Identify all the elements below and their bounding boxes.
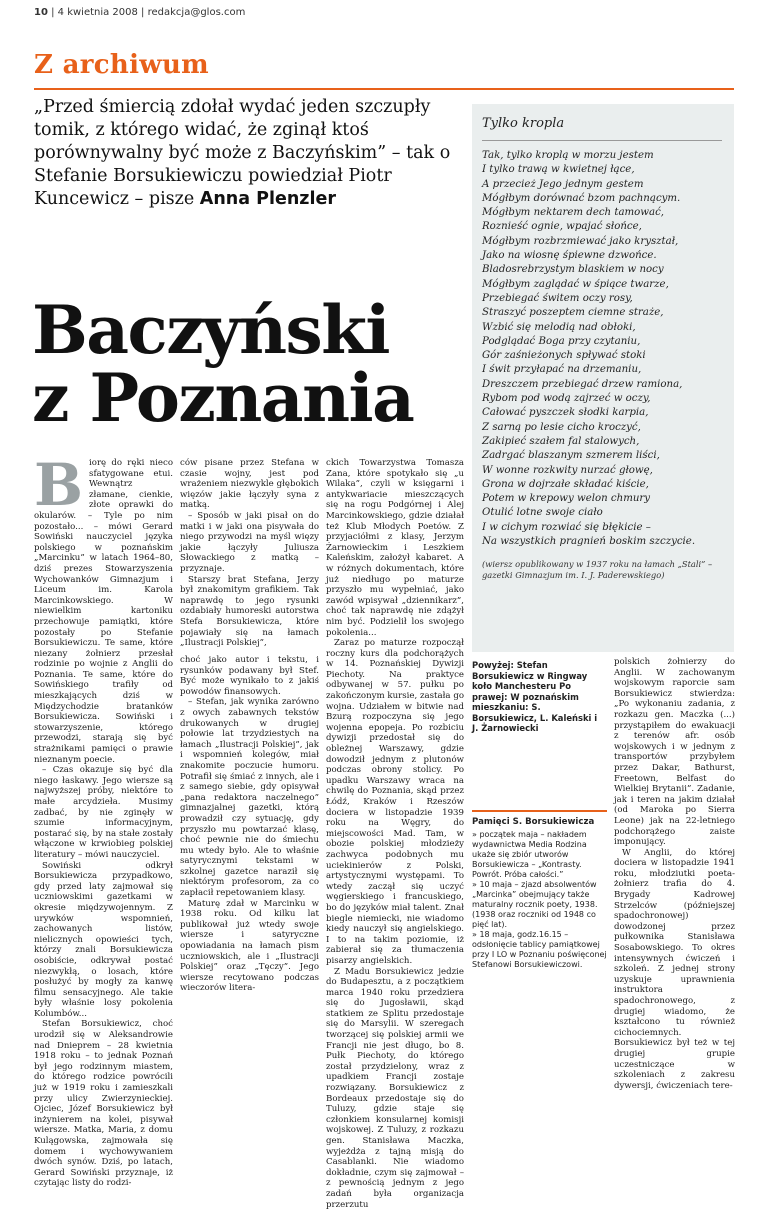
- poem-line: Zakipieć szałem fal stalowych,: [482, 435, 722, 449]
- article-paragraph: Zaraz po maturze rozpoczął roczny kurs dla podchorążych w 14. Poznańskiej Dywizji Piechoty. Na praktyce odbywanej w 57. pułku po zakończonym kursie, zastała go wojna. Udziałem w bitwie nad Bzurą rozpoczyna się jego wojenna epopeja. Po rozbiciu dywizji przedostał się do obleżnej Warszawy, gdzie dowodził jednym z plutonów podczas obrony stolicy. Po upadku Warszawy wraca na chwilę do Poznania, skąd przez Łódź, Kraków i Rzeszów dociera w listopadzie 1939 roku na Węgry, do miejscowości Mad. Tam, w obozie polskiej młodzieży zachwyca podobnych mu uciekinierów z Polski, artystycznymi występami. To wtedy zaczął się uczyć węgierskiego i francuskiego, bo do języków miał talent. Znał biegle niemiecki, nie wiadomo kiedy nauczył się angielskiego. I to na takim poziomie, iż zabierał się za tłumaczenia pisarzy angielskich.: [326, 638, 464, 966]
- poem-line: Jako na wiosnę śpiewne dzwońce.: [482, 249, 722, 263]
- headline-line-1: Baczyński: [32, 296, 413, 364]
- section-title: Z archiwum: [34, 50, 209, 80]
- poem-line: Straszyć poszeptem ciemne straże,: [482, 306, 722, 320]
- info-box-item: » 10 maja – zjazd absolwentów „Marcinka” obejmujący także maturalny rocznik poety, 1938. (1938 oraz roczniki od 1948 co pięć lat).: [472, 880, 607, 930]
- info-box: [472, 810, 607, 984]
- poem-line: Otulić lotne swoje ciało: [482, 506, 722, 520]
- poem-line: Na wszystkich pragnień boskim szczycie.: [482, 535, 722, 549]
- poem-line: Grona w dojrzałe składać kiście,: [482, 478, 722, 492]
- poem-line: Przebiegać świtem oczy rosy,: [482, 292, 722, 306]
- poem-line: Bladosrebrzystym blaskiem w nocy: [482, 263, 722, 277]
- poem-sidebar: [472, 104, 734, 652]
- drop-cap: B: [34, 461, 83, 509]
- poem-line: Wzbić się melodią nad obłoki,: [482, 321, 722, 335]
- poem-line: Mógłbym zaglądać w śpiące twarze,: [482, 278, 722, 292]
- section-rule: [34, 88, 734, 90]
- poem-line: Zadrgać blaszanym szmerem liści,: [482, 449, 722, 463]
- poem-line: Dreszczem przebiegać drzew ramiona,: [482, 378, 722, 392]
- article-paragraph: – Sposób w jaki pisał on do matki i w jaki ona pisywała do niego przywodzi na myśl więzy jakie łączyły Juliusza Słowackiego z matką – przyznaje.: [180, 511, 319, 575]
- article-column-3: [326, 458, 464, 984]
- headline-line-2: z Poznania: [32, 364, 413, 432]
- article-paragraph: Starszy brat Stefana, Jerzy był znakomitym grafikiem. Tak naprawdę to jego rysunki ozdabiały humoreski autorstwa Stefa Borsukiewicza, które pojawiały się na łamach „Ilustracji Polskiej”,: [180, 575, 319, 649]
- article-paragraph: Stefan Borsukiewicz, choć urodził się w Aleksandrowie nad Dnieprem – 28 kwietnia 1918 roku – to jednak Poznań był jego rodzinnym miastem, do którego rodzice powrócili już w 1919 roku i zamieszkali przy ulicy Zwierzynieckiej. Ojciec, Józef Borsukiewicz był inżynierem na kolei, pisywał wiersze. Matka, Maria, z domu Kulągowska, zajmowała się domem i wychowywaniem dwóch synów. Dziś, po latach, Gerard Sowiński przyznaje, iż czytając listy do rodzi-: [34, 1019, 173, 1189]
- article-paragraph: Z Madu Borsukiewicz jedzie do Budapesztu, a z początkiem marca 1940 roku przedziera się do Jugosławii, skąd statkiem ze Splitu przedostaje się do Marsylii. W szeregach tworzącej się polskiej armii we Francji nie jest długo, bo 8. Pułk Piechoty, do którego został przydzielony, wraz z upadkiem Francji zostaje rozwiązany. Borsukiewicz z Bordeaux przedostaje się do Tuluzy, gdzie staje się członkiem konsularnej komisji wojskowej. Z Tuluzy, z rozkazu gen. Stanisława Maczka, wyjeżdża z tajną misją do Casablanki. Nie wiadomo dokładnie, czym się zajmował – z pewnością jednym z jego zadań była organizacja przerzutu: [326, 967, 464, 1210]
- article-paragraph: ców pisane przez Stefana w czasie wojny, jest pod wrażeniem niezwykle głębokich więzów jakie łączyły syna z matką.: [180, 458, 319, 511]
- article-paragraph: choć jako autor i tekstu, i rysunków podawany był Stef. Być może wynikało to z jakiś powodów finansowych.: [180, 655, 319, 697]
- photo-caption: Powyżej: Stefan Borsukiewicz w Ringway koło Manchesteru Po prawej: W poznańskim mieszkaniu: S. Borsukiewicz, L. Kaleński i J. Żarnowiecki: [472, 660, 604, 734]
- poem-line: Gór zaśnieżonych spływać stoki: [482, 349, 722, 363]
- poem-line: I w cichym rozwiać się błękicie –: [482, 521, 722, 535]
- poem-line: Mógłbym dorównać bzom pachnącym.: [482, 192, 722, 206]
- poem-line: I tylko trawą w kwietnej łące,: [482, 163, 722, 177]
- poem-line: Z sarną po lesie cicho kroczyć,: [482, 421, 722, 435]
- poem-source: (wiersz opublikowany w 1937 roku na łamach „Stali” – gazetki Gimnazjum im. I. J. Paderewskiego): [482, 559, 722, 580]
- poem-line: Tak, tylko kroplą w morzu jestem: [482, 149, 722, 163]
- info-box-item: » początek maja – nakładem wydawnictwa Media Rodzina ukaże się zbiór utworów Borsukiewicza – „Kontrasty. Powrót. Próba całości.”: [472, 830, 607, 880]
- poem-line: Potem w krepowy welon chmury: [482, 492, 722, 506]
- article-paragraph: W Anglii, do której dociera w listopadzie 1941 roku, młodziutki poeta-żołnierz trafia do 4. Brygady Kadrowej Strzelców (późniejszej spadochronowej) dowodzonej przez pułkownika Stanisława Sosabowskiego. To okres intensywnych ćwiczeń i szkoleń. Z jednej strony uzyskuje uprawnienia instruktora spadochronowego, z drugiej wiadomo, że kształcono tu również cichociemnych. Borsukiewicz był też w tej drugiej grupie uczestniczące w szkoleniach z zakresu dywersji, ćwiczeniach tere-: [614, 848, 735, 1092]
- page-folio: [34, 7, 245, 18]
- poem-title: Tylko kropla: [482, 116, 722, 131]
- article-paragraph: Maturę zdał w Marcinku w 1938 roku. Od kilku lat publikował już wtedy swoje wiersze i satyryczne opowiadania na łamach pism uczniowskich, ale i „Ilustracji Polskiej” oraz „Tęczy”. Jego wiersze recytowano podczas wieczorów litera-: [180, 899, 319, 994]
- article-column-2-bottom: [180, 655, 319, 984]
- article-text: iorę do ręki nieco sfatygowane etui. Wewnątrz złamane, cienkie, złote oprawki do okularów. – Tyle po nim pozostało... – mówi Gerard Sowiński nauczyciel języka polskiego w poznańskim „Marcinku” w latach 1964–80, dziś prezes Stowarzyszenia Wychowanków Gimnazjum i Liceum im. Karola Marcinkowskiego. W niewielkim kartoniku przechowuje pamiątki, które pozostały po Stefanie Borsukiewiczu. Te same, które niezany żołnierz przesłał rodzinie po wojnie z Anglii do Poznania. Te same, które do Sowińskiego trafiły od mieszkających dziś w Międzychodzie bratanków Borsukiewicza. Sowiński i stowarzyszenie, którego przewodzi, starają się być strażnikami pamięci o prawie nieznanym poecie.: [34, 458, 173, 765]
- article-column-5: [614, 657, 735, 984]
- article-paragraph: – Stefan, jak wynika zarówno z owych zabawnych tekstów drukowanych w drugiej połowie lat trzydziestych na łamach „Ilustracji Polskiej”, jak i wspomnień kolegów, miał znakomite poczucie humoru. Potrafił się śmiać z innych, ale i z samego siebie, gdy opisywał „pana redaktora naczelnego” gimnazjalnej gazetki, którą prowadził czy sytuację, gdy przyszło mu powtarzać klasę, choć pewnie nie do śmiechu mu wtedy było. Ale to właśnie satyrycznymi tekstami w szkolnej gazetce naraził się niektórym profesorom, za co zapłacił repetowaniem klasy.: [180, 697, 319, 898]
- poem-line: Mógłbym nektarem dech tamować,: [482, 206, 722, 220]
- article-column-1: [34, 458, 173, 984]
- poem-line: Rybom pod wodą zajrzeć w oczy,: [482, 392, 722, 406]
- lead-text: „Przed śmiercią zdołał wydać jeden szczupły tomik, z którego widać, że zginął ktoś porównywalny być może z Baczyńskim” – tak o Stefanie Borsukiewiczu powiedział Piotr Kuncewicz – pisze: [34, 97, 450, 209]
- poem-line: Mógłbym rozbrzmiewać jako kryształ,: [482, 235, 722, 249]
- article-paragraph: Sowiński odkrył Borsukiewicza przypadkowo, gdy przed laty zajmował się uczniowskimi gazetkami w okresie międzywojennym. Z urywków wspomnień, zachowanych listów, nielicznych opowieści tych, którzy znali Borsukiewicza osobiście, odkrywał postać niezwykłą, o losach, które posłużyć by mogły za kanwę filmu sensacyjnego. Ale takie były właśnie losy pokolenia Kolumbów...: [34, 861, 173, 1020]
- poem-lines: [482, 149, 722, 549]
- author-name: Anna Plenzler: [200, 189, 336, 209]
- headline: [32, 296, 413, 432]
- info-box-item: » 18 maja, godz.16.15 – odsłonięcie tablicy pamiątkowej przy I LO w Poznaniu poświęconej Stefanowi Borsukiewiczowi.: [472, 930, 607, 970]
- poem-line: I świt przyłapać na drzemaniu,: [482, 363, 722, 377]
- issue-date-contact: | 4 kwietnia 2008 | redakcja@glos.com: [48, 7, 245, 18]
- poem-line: A przecież Jego jednym gestem: [482, 178, 722, 192]
- page-number: 10: [34, 7, 48, 18]
- article-column-2-top: [180, 458, 319, 597]
- article-paragraph: polskich żołnierzy do Anglii. W zachowanym wojskowym raporcie sam Borsukiewicz stwierdza: „Po wykonaniu zadania, z rozkazu gen. Maczka (...) przystąpiłem do ewakuacji z terenów afr. osób wojskowych i w jednym z transportów przybyłem przez Dakar, Bathurst, Freetown, Belfast do Wielkiej Brytanii”. Zadanie, jak i teren na jakim działał (od Maroka po Sierra Leone) jak na 22-letniego podchorążego zaiste imponujący.: [614, 657, 735, 848]
- article-paragraph: ckich Towarzystwa Tomasza Zana, które spotykało się „u Wilaka”, czyli w księgarni i antykwariacie mieszczących się na rogu Podgórnej i Alej Marcinkowskiego, gdzie działał też Klub Młodych Poetów. Z przyjaciółmi z klasy, Jerzym Żarnowieckim i Leszkiem Kaleńskim, założył kabaret. A w różnych dokumentach, które już niedługo po maturze przyszło mu wypełniać, jako zawód wpisywał „dziennikarz”, choć tak naprawdę nie zdążył nim być. Podzielił los swojego pokolenia...: [326, 458, 464, 638]
- lead-paragraph: [34, 96, 458, 211]
- info-box-title: Pamięci S. Borsukiewicza: [472, 817, 607, 827]
- poem-line: Podglądać Boga przy czytaniu,: [482, 335, 722, 349]
- poem-line: Roznieść ognie, wpajać słońce,: [482, 220, 722, 234]
- article-paragraph: – Czas okazuje się być dla niego łaskawy. Jego wiersze są najwyższej próby, niektóre to małe arcydzieła. Musimy zadbać, by nie zginęły w szumie informacyjnym, postarać się, by na stałe zostały włączone w krwiobieg polskiej literatury – mówi nauczyciel.: [34, 765, 173, 860]
- poem-line: W wonne rozkwity nurzać głowę,: [482, 464, 722, 478]
- poem-line: Całować pyszczek słodki karpia,: [482, 406, 722, 420]
- poem-divider: [482, 140, 722, 141]
